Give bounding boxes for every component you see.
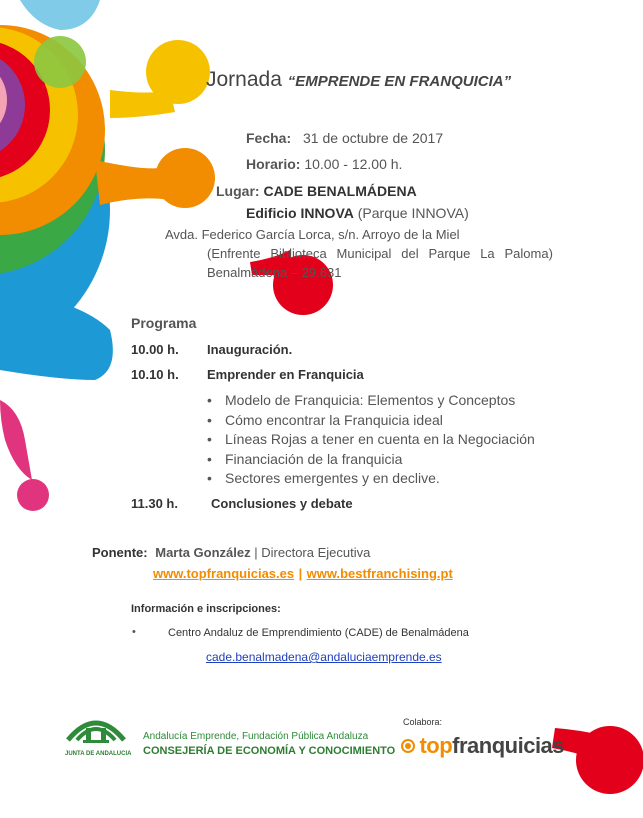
- ponente-name: Marta González: [155, 545, 251, 560]
- list-item: • Financiación de la franquicia: [205, 450, 535, 470]
- colabora-label: Colabora:: [403, 717, 443, 727]
- decor-tentacle-blue: [0, 290, 113, 380]
- junta-caption: JUNTA DE ANDALUCIA: [65, 751, 132, 757]
- address-word: Biblioteca: [270, 246, 327, 261]
- tf-rest: franquicias: [452, 733, 565, 758]
- address-word: La: [480, 246, 495, 261]
- item1-time: 10.00 h.: [131, 342, 179, 357]
- title-word: Jornada: [206, 68, 282, 91]
- lugar-value: CADE BENALMÁDENA: [263, 183, 417, 199]
- topic-list: [205, 391, 535, 489]
- address-word: (Enfrente: [207, 246, 261, 261]
- item1-title: Inauguración.: [207, 342, 293, 357]
- address-word: Parque: [428, 246, 471, 261]
- item2-time: 10.10 h.: [131, 367, 179, 382]
- decor-blob-yellow: [146, 40, 210, 104]
- horario-row: [246, 156, 402, 172]
- item3-time: 11.30 h.: [131, 496, 178, 511]
- fecha-row: [246, 130, 443, 146]
- horario-value: 10.00 - 12.00 h.: [304, 156, 403, 172]
- list-item: • Sectores emergentes y en declive.: [205, 469, 535, 489]
- edificio-parque: (Parque INNOVA): [357, 205, 469, 221]
- links-separator: |: [298, 566, 303, 581]
- ponente-label: Ponente:: [92, 545, 148, 560]
- bestfranchising-link[interactable]: www.bestfranchising.pt: [306, 566, 453, 581]
- list-item: • Líneas Rojas a tener en cuenta en la Negociación: [205, 430, 535, 450]
- ponente-links: [153, 565, 453, 583]
- ponente-separator: |: [254, 545, 258, 560]
- edificio-row: [246, 205, 469, 221]
- address-line3: Benalmádena – 29.631: [207, 265, 342, 280]
- lugar-row: [216, 183, 417, 199]
- junta-line2: CONSEJERÍA DE ECONOMÍA Y CONOCIMIENTO: [143, 745, 396, 757]
- topfranquicias-link[interactable]: www.topfranquicias.es: [153, 566, 295, 581]
- topfranquicias-logo: [401, 733, 564, 759]
- edificio-name: Edificio INNOVA: [246, 205, 354, 221]
- topfranquicias-wordmark: [419, 733, 564, 758]
- address-word: del: [401, 246, 419, 261]
- address-line2: [207, 246, 553, 261]
- decor-blob-pink: [17, 479, 49, 511]
- decor-blob-lightgreen: [34, 36, 86, 88]
- item2-title: Emprender en Franquicia: [207, 367, 364, 382]
- fecha-label: Fecha:: [246, 130, 292, 146]
- address-line1: Avda. Federico García Lorca, s/n. Arroyo de la Miel: [165, 227, 460, 242]
- topfranquicias-dot-icon: [401, 739, 415, 753]
- programa-heading: Programa: [131, 315, 197, 331]
- list-item: • Cómo encontrar la Franquicia ideal: [205, 411, 535, 431]
- page-title: [206, 68, 511, 92]
- decor-blob-orange: [155, 148, 215, 208]
- address-word: Municipal: [336, 246, 392, 261]
- info-heading: Información e inscripciones:: [131, 603, 281, 615]
- title-quote: “EMPRENDE EN FRANQUICIA”: [287, 73, 512, 90]
- contact-email-link[interactable]: cade.benalmadena@andaluciaemprende.es: [206, 650, 442, 664]
- lugar-label: Lugar:: [216, 183, 260, 199]
- info-bullet: •: [132, 626, 136, 638]
- decor-tentacle-pink: [0, 400, 32, 480]
- info-org: Centro Andaluz de Emprendimiento (CADE) de Benalmádena: [168, 627, 469, 639]
- decor-blob-red: [273, 255, 333, 315]
- horario-label: Horario:: [246, 156, 301, 172]
- tf-top: top: [419, 733, 453, 758]
- decor-blob-red-bottom: [576, 726, 643, 794]
- ponente-row: [92, 545, 370, 560]
- address-word: Paloma): [504, 246, 553, 261]
- fecha-value: 31 de octubre de 2017: [303, 130, 444, 146]
- junta-andalucia-logo-icon: [63, 712, 129, 748]
- item3-title: Conclusiones y debate: [211, 496, 353, 511]
- decor-blob-lightblue: [20, 0, 100, 30]
- junta-line1: Andalucía Emprende, Fundación Pública Andaluza: [143, 731, 369, 742]
- ponente-role: Directora Ejecutiva: [261, 545, 371, 560]
- list-item: • Modelo de Franquicia: Elementos y Conceptos: [205, 391, 535, 411]
